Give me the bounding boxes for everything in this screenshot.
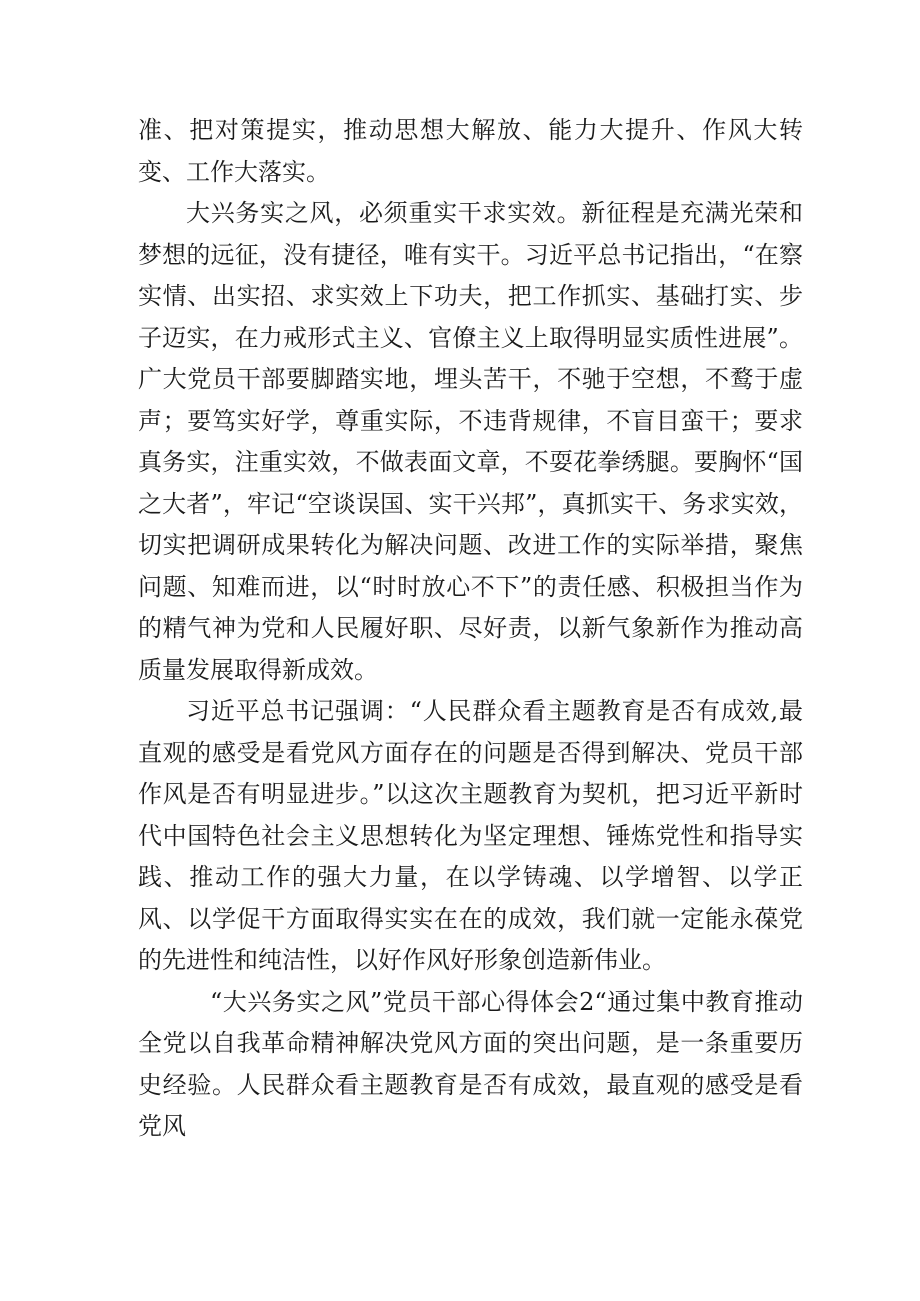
paragraph-xi-emphasis: 习近平总书记强调：“人民群众看主题教育是否有成效,最直观的感受是看党风方面存在的问题是否得到解决、党员干部作风是否有明显进步。”以这次主题教育为契机，把习近平新时代中国特色社会主义思想转化为坚定理想、锤炼党性和指导实践、推动工作的强大力量，在以学铸魂、以学增智、以学正风、以学促干方面取得实实在在的成效，我们就一定能永葆党的先进性和纯洁性，以好作风好形象创造新伟业。	[138, 697, 803, 974]
paragraph-experience-2: “大兴务实之风”党员干部心得体会2“通过集中教育推动全党以自我革命精神解决党风方面的突出问题，是一条重要历史经验。人民群众看主题教育是否有成效，最直观的感受是看党风	[138, 987, 803, 1140]
paragraph-continuation: 准、把对策提实，推动思想大解放、能力大提升、作风大转变、工作大落实。	[138, 116, 803, 186]
document-body	[138, 110, 803, 1148]
paragraph-practical-work: 大兴务实之风，必须重实干求实效。新征程是充满光荣和梦想的远征，没有捷径，唯有实干。习近平总书记指出，“在察实情、出实招、求实效上下功夫，把工作抓实、基础打实、步子迈实，在力戒形式主义、官僚主义上取得明显实质性进展”。广大党员干部要脚踏实地，埋头苦干，不驰于空想，不鹜于虚声；要笃实好学，尊重实际，不违背规律，不盲目蛮干；要求真务实，注重实效，不做表面文章，不耍花拳绣腿。要胸怀“国之大者”，牢记“空谈误国、实干兴邦”，真抓实干、务求实效，切实把调研成果转化为解决问题、改进工作的实际举措，聚焦问题、知难而进，以“时时放心不下”的责任感、积极担当作为的精气神为党和人民履好职、尽好责，以新气象新作为推动高质量发展取得新成效。	[138, 199, 803, 684]
